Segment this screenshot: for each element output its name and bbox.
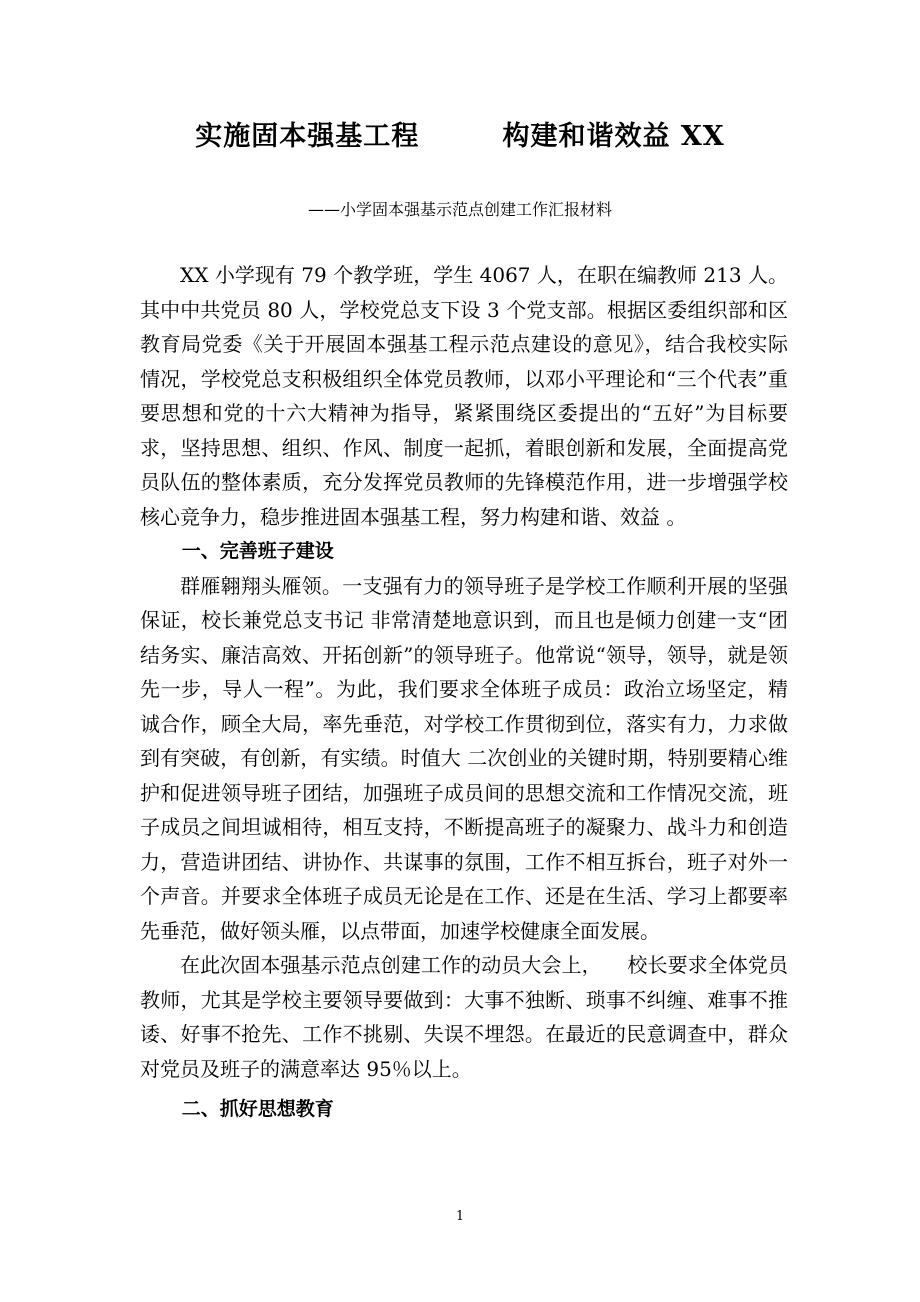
document-subtitle: ——小学固本强基示范点创建工作汇报材料	[307, 200, 612, 219]
document-body	[140, 258, 788, 1127]
section1-paragraph-1: 群雁翱翔头雁领。一支强有力的领导班子是学校工作顺利开展的坚强保证，校长兼党总支书记 非常清楚地意识到，而且也是倾力创建一支“团结务实、廉洁高效、开拓创新”的领导班子。他常说“领导，领导，就是领先一步，导人一程”。为此，我们要求全体班子成员：政治立场坚定，精诚合作，顾全大局，率先垂范，对学校工作贯彻到位，落实有力，力求做到有突破，有创新，有实绩。时值大 二次创业的关键时期，特别要精心维护和促进领导班子团结，加强班子成员间的思想交流和工作情况交流，班子成员之间坦诚相待，相互支持，不断提高班子的凝聚力、战斗力和创造力，营造讲团结、讲协作、共谋事的氛围，工作不相互拆台，班子对外一个声音。并要求全体班子成员无论是在工作、还是在生活、学习上都要率先垂范，做好领头雁，以点带面，加速学校健康全面发展。	[140, 573, 788, 943]
section-heading-1: 一、完善班子建设	[181, 540, 334, 562]
page-number: 1	[455, 1209, 465, 1224]
intro-paragraph: XX 小学现有 79 个教学班，学生 4067 人，在职在编教师 213 人。其中中共党员 80 人，学校党总支下设 3 个党支部。根据区委组织部和区教育局党委《关于开展固本强基工程示范点建设的意见》，结合我校实际情况，学校党总支积极组织全体党员教师，以邓小平理论和“三个代表”重要思想和党的十六大精神为指导，紧紧围绕区委提出的“五好”为目标要求，坚持思想、组织、作风、制度一起抓，着眼创新和发展，全面提高党员队伍的整体素质，充分发挥党员教师的先锋模范作用，进一步增强学校核心竞争力，稳步推进固本强基工程，努力构建和谐、效益 。	[140, 263, 788, 529]
section1-paragraph-2: 在此次固本强基示范点创建工作的动员大会上， 校长要求全体党员教师，尤其是学校主要领导要做到：大事不独断、琐事不纠缠、难事不推诿、好事不抢先、工作不挑剔、失误不埋怨。在最近的民意调查中，群众对党员及班子的满意率达 95％以上。	[140, 953, 788, 1081]
section-heading-2: 二、抓好思想教育	[181, 1098, 334, 1120]
document-title: 实施固本强基工程 构建和谐效益 XX	[195, 121, 725, 152]
